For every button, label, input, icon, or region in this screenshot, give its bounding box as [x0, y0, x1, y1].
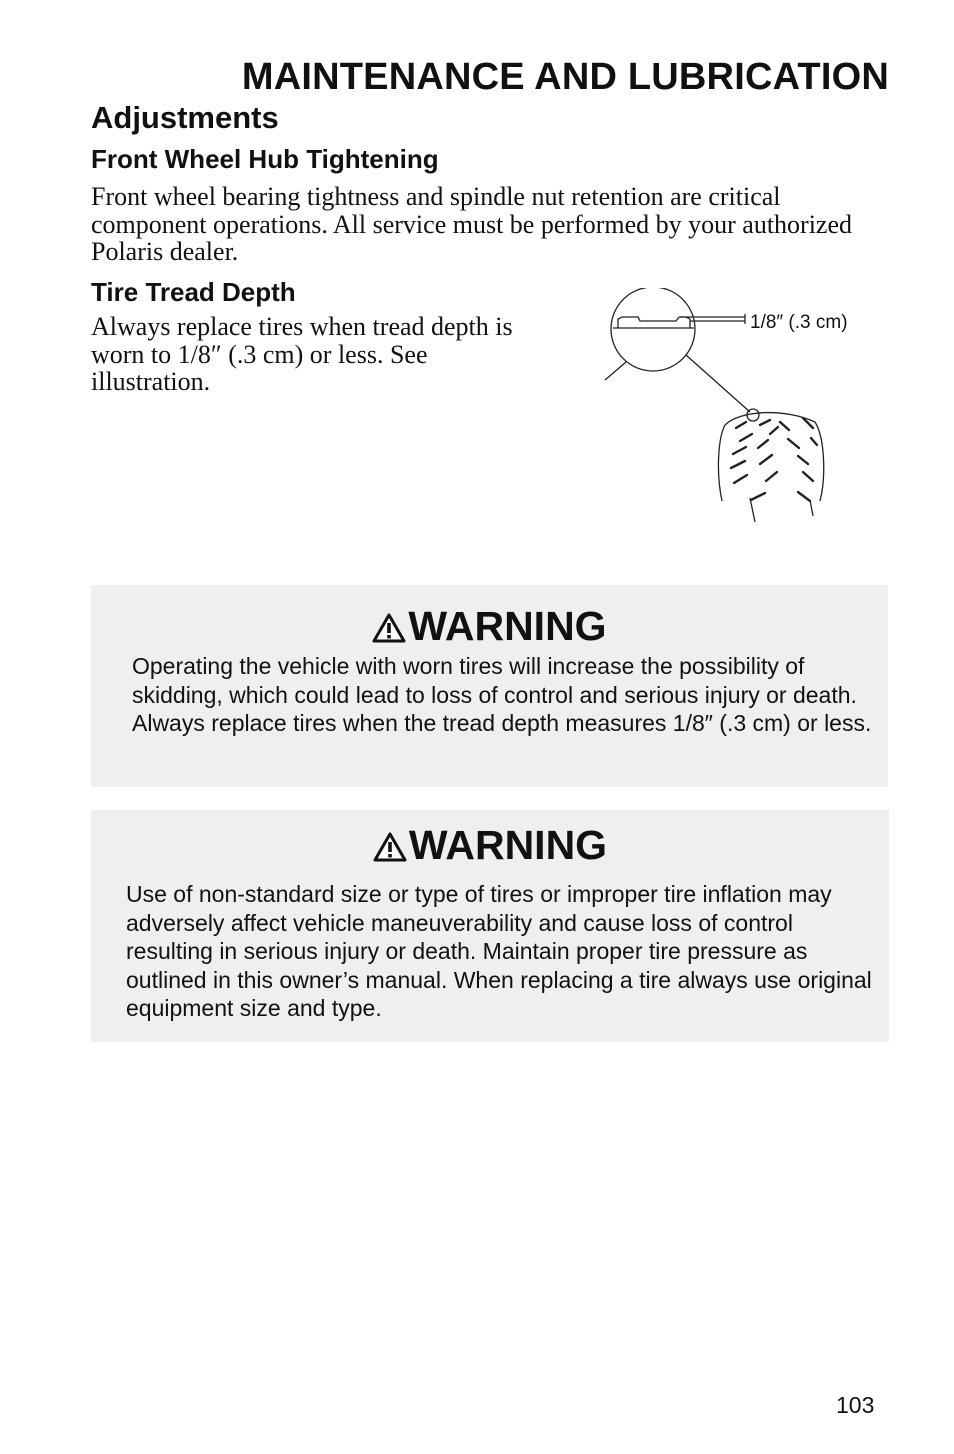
warning-heading-text: WARNING: [408, 822, 608, 868]
warning-triangle-icon: [372, 613, 406, 643]
page-number: 103: [836, 1392, 875, 1418]
leader-line-right: [686, 355, 750, 412]
section-title: Adjustments: [91, 100, 279, 135]
warning-body-worn-tires: Operating the vehicle with worn tires will increase the possibility of skidding, which could lead to loss of control and serious injury or death. Always replace tires when the tread depth measures 1/8″ (.3 cm) or less.: [132, 653, 872, 736]
tread-depth-heading: Tire Tread Depth: [91, 277, 296, 307]
magnifier-circle: [611, 288, 695, 371]
warning-heading: [91, 603, 888, 649]
warning-heading: [91, 822, 889, 868]
front-hub-heading: Front Wheel Hub Tightening: [91, 144, 439, 174]
warning-body-non-standard-tires: Use of non-standard size or type of tires or improper tire inflation may adversely affect vehicle maneuverability and cause loss of control resulting in serious injury or death. Maintain proper tire pressure as outlined in this owner’s manual. When replacing a tire always use original equipment size and type.: [126, 881, 872, 1021]
warning-heading-text: WARNING: [408, 603, 607, 649]
warning-box-non-standard-tires: [91, 810, 889, 1042]
warning-box-worn-tires: [91, 585, 888, 787]
tread-lugs: [731, 418, 817, 501]
tread-depth-paragraph: Always replace tires when tread depth is worn to 1/8″ (.3 cm) or less. See illustration.: [91, 312, 513, 396]
tread-profile: [618, 317, 690, 328]
front-hub-paragraph: Front wheel bearing tightness and spindle nut retention are critical component operations. All service must be performed by your authorized Polaris dealer.: [91, 182, 853, 266]
warning-triangle-icon: [373, 832, 407, 862]
chapter-title: MAINTENANCE AND LUBRICATION: [241, 56, 889, 98]
tread-depth-label: 1/8″ (.3 cm): [750, 312, 848, 333]
leader-line-left: [605, 362, 626, 380]
